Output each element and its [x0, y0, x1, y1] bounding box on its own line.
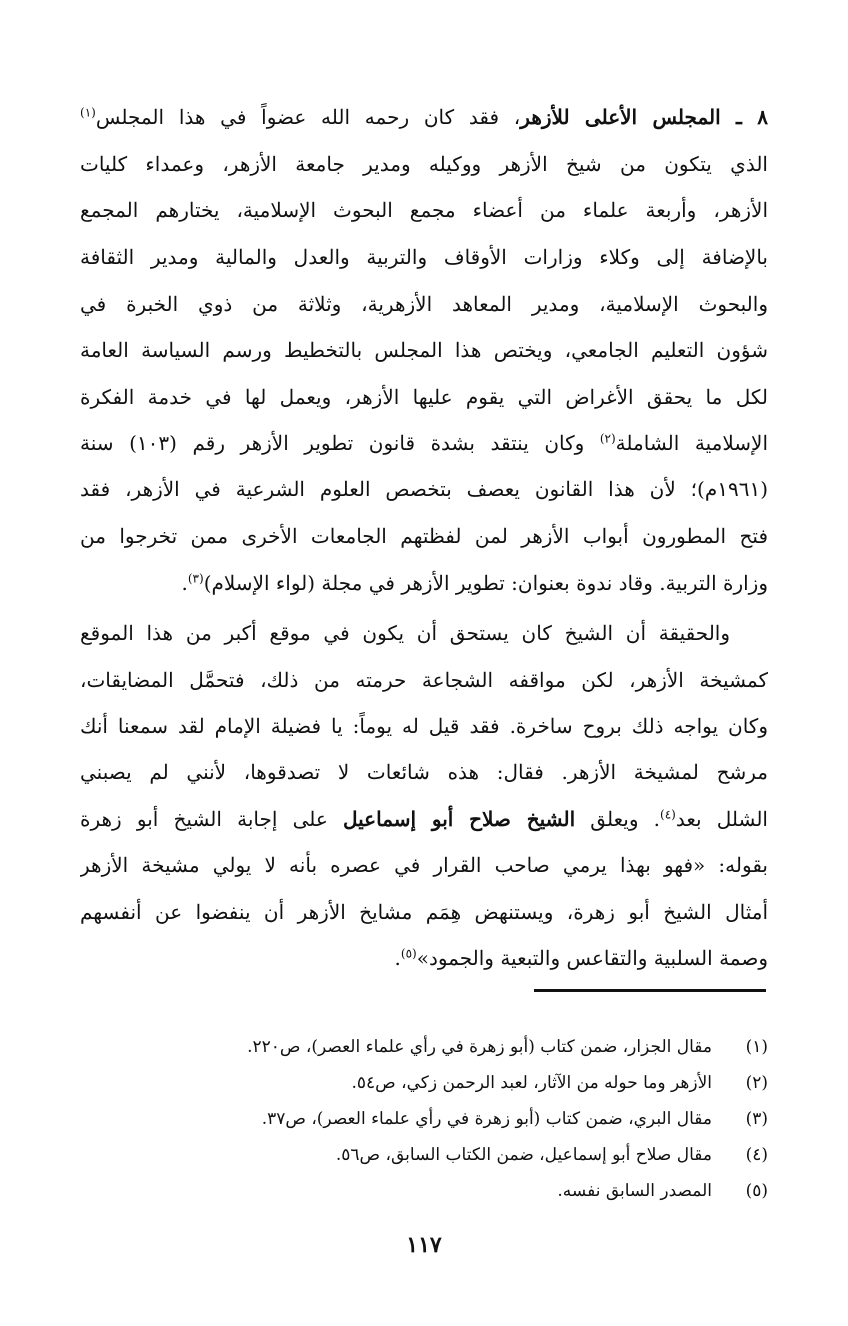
paragraph-1-line-1	[80, 97, 768, 137]
footnote-item	[80, 1137, 768, 1173]
paragraph-2-line-8	[80, 938, 768, 978]
footnote-item	[80, 1029, 768, 1065]
paragraph-2-line-4: مرشح لمشيخة الأزهر. فقال: هذه شائعات لا تصدقوها، لأنني لم يصبني	[80, 760, 768, 784]
paragraph-2-line-5	[80, 799, 768, 839]
line-text: الإسلامية الشاملة	[615, 431, 768, 455]
paragraph-1-line-10: فتح المطورون أبواب الأزهر لمن لفظتهم الجامعات الأخرى ممن تخرجوا من	[80, 524, 768, 548]
line-text: على إجابة الشيخ أبو زهرة	[80, 807, 343, 831]
line-text: وكان ينتقد بشدة قانون تطوير الأزهر رقم (١٠٣) سنة	[80, 431, 600, 455]
sheikh-name: الشيخ صلاح أبو إسماعيل	[343, 807, 576, 831]
paragraph-2-line-2: كمشيخة الأزهر، لكن مواقفه الشجاعة حرمته من ذلك، فتحمَّل المضايقات،	[80, 668, 768, 692]
paragraph-1-line-7: لكل ما يحقق الأغراض التي يقوم عليها الأزهر، ويعمل لها في خدمة الفكرة	[80, 385, 768, 409]
footnote-number: (١)	[745, 1037, 768, 1057]
footnote-divider	[534, 989, 766, 992]
line-text: الشلل بعد	[675, 807, 768, 831]
paragraph-2-line-1: والحقيقة أن الشيخ كان يستحق أن يكون في موقع أكبر من هذا الموقع	[80, 621, 730, 645]
paragraph-2-line-6: بقوله: «فهو بهذا يرمي صاحب القرار في عصره بأنه لا يولي مشيخة الأزهر	[80, 853, 768, 877]
line-text: وصمة السلبية والتقاعس والتبعية والجمود»	[416, 946, 768, 970]
footnote-item	[80, 1065, 768, 1101]
footnote-number: (٢)	[745, 1073, 768, 1093]
paragraph-2-line-7: أمثال الشيخ أبو زهرة، ويستنهض هِمَم مشايخ الأزهر أن ينفضوا عن أنفسهم	[80, 900, 768, 924]
line-text: ، فقد كان رحمه الله عضواً في هذا المجلس	[95, 105, 521, 129]
paragraph-1-line-2: الذي يتكون من شيخ الأزهر ووكيله ومدير جامعة الأزهر، وعمداء كليات	[80, 152, 768, 176]
line-text: .	[394, 946, 401, 970]
footnote-text: مقال البري، ضمن كتاب (أبو زهرة في رأي علماء العصر)، ص٣٧.	[261, 1109, 712, 1129]
page-number: ١١٧	[406, 1232, 442, 1258]
footnote-ref-1: (١)	[80, 105, 96, 120]
paragraph-1-line-3: الأزهر، وأربعة علماء من أعضاء مجمع البحوث الإسلامية، يختارهم المجمع	[80, 198, 768, 222]
paragraph-1-line-4: بالإضافة إلى وكلاء وزارات الأوقاف والتربية والعدل والمالية ومدير الثقافة	[80, 245, 768, 269]
footnote-text: الأزهر وما حوله من الآثار، لعبد الرحمن زكي، ص٥٤.	[351, 1073, 712, 1093]
footnote-number: (٣)	[745, 1109, 768, 1129]
footnote-number: (٤)	[745, 1145, 768, 1165]
paragraph-1-line-11	[80, 563, 768, 603]
footnote-text: مقال صلاح أبو إسماعيل، ضمن الكتاب السابق، ص٥٦.	[335, 1145, 712, 1165]
footnote-text: المصدر السابق نفسه.	[557, 1181, 712, 1201]
paragraph-1-line-6: شؤون التعليم الجامعي، ويختص هذا المجلس بالتخطيط ورسم السياسة العامة	[80, 338, 768, 362]
council-heading: ٨ ـ المجلس الأعلى للأزهر	[520, 105, 768, 129]
line-text: . ويعلق	[575, 807, 661, 831]
footnote-text: مقال الجزار، ضمن كتاب (أبو زهرة في رأي علماء العصر)، ص٢٢٠.	[247, 1037, 712, 1057]
footnote-item	[80, 1101, 768, 1137]
paragraph-2-line-3: وكان يواجه ذلك بروح ساخرة. فقد قيل له يوماً: يا فضيلة الإمام لقد سمعنا أنك	[80, 714, 768, 738]
footnote-ref-5: (٥)	[400, 946, 417, 961]
line-text: وزارة التربية. وقاد ندوة بعنوان: تطوير الأزهر في مجلة (لواء الإسلام)	[203, 571, 768, 595]
paragraph-1-line-5: والبحوث الإسلامية، ومدير المعاهد الأزهرية، وثلاثة من ذوي الخبرة في	[80, 292, 768, 316]
line-text: .	[181, 571, 188, 595]
footnote-number: (٥)	[745, 1181, 768, 1201]
footnote-ref-2: (٢)	[599, 431, 616, 446]
footnote-ref-4: (٤)	[660, 807, 676, 822]
paragraph-1-line-9: (١٩٦١م)؛ لأن هذا القانون يعصف بتخصص العلوم الشرعية في الأزهر، فقد	[80, 477, 768, 501]
footnote-ref-3: (٣)	[187, 571, 204, 586]
footnote-item	[80, 1173, 768, 1209]
paragraph-1-line-8	[80, 423, 768, 463]
